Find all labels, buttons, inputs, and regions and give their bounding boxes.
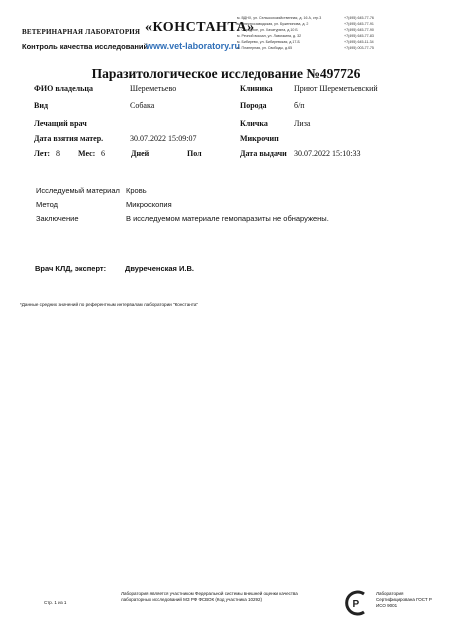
material-label: Исследуемый материал xyxy=(36,186,120,195)
owner-label: ФИО владельца xyxy=(34,84,93,93)
nickname-label: Кличка xyxy=(240,119,268,128)
issue-date-value: 30.07.2022 15:10:33 xyxy=(294,149,361,158)
owner-value: Шереметьево xyxy=(130,84,177,93)
clinic-label: Клиника xyxy=(240,84,273,93)
lab-prefix: ВЕТЕРИНАРНАЯ ЛАБОРАТОРИЯ xyxy=(22,28,141,36)
years-label: Лет: xyxy=(34,149,51,158)
quality-slogan: Контроль качества исследований xyxy=(22,42,149,51)
nickname-value: Лиза xyxy=(294,119,311,128)
signature-name: Двуреченская И.В. xyxy=(125,264,194,273)
method-value: Микроскопия xyxy=(126,200,172,209)
days-label: Дней xyxy=(131,149,150,158)
lab-name: «КОНСТАНТА» xyxy=(145,20,255,35)
breed-label: Порода xyxy=(240,101,267,110)
conclusion-label: Заключение xyxy=(36,214,79,223)
sex-label: Пол xyxy=(187,149,202,158)
phone-line: +7(495) 003-77-75 xyxy=(344,46,374,50)
species-label: Вид xyxy=(34,101,48,110)
months-label: Мес: xyxy=(78,149,96,158)
microchip-label: Микрочип xyxy=(240,134,279,143)
address-line: м. Речной вокзал, ул. Лавочкина, д. 32 xyxy=(237,34,302,38)
phone-line: +7(495) 645-77-76 xyxy=(344,16,374,20)
phone-line: +7(495) 645-11-34 xyxy=(344,40,374,44)
months-value: 6 xyxy=(101,149,105,158)
certification-text: Лаборатория Сертифицирована ГОСТ Р ИСО 9001 xyxy=(376,591,432,609)
report-title: Паразитологическое исследование №497726 xyxy=(91,66,361,81)
address-line: м. Планерная, ул. Свободы, д.65 xyxy=(237,46,293,50)
issue-date-label: Дата выдачи xyxy=(240,149,287,158)
website-link[interactable]: www.vet-laboratory.ru xyxy=(146,41,241,51)
clinic-value: Приют Шереметьевский xyxy=(294,84,378,93)
membership-note: Лаборатория является участником Федеральной системы внешней оценки качества лабораторных исследований МЗ РФ ФСВОК (Код участника 10292) xyxy=(121,591,298,603)
material-value: Кровь xyxy=(126,186,147,195)
phone-line: +7(495) 645-77-83 xyxy=(344,34,374,38)
address-line: м. Бибирево, ул. Бибиревская, д.17-Б xyxy=(237,40,300,44)
signature-label: Врач КЛД, эксперт: xyxy=(35,264,107,273)
address-line: м. ВДНХ, ул. Сельскохозяйственная, д. 16 А, стр.3 xyxy=(237,16,322,20)
phone-line: +7(495) 645-77-91 xyxy=(344,22,374,26)
address-line: м. Отрадное, ул. Хачатуряна, д.10 Б xyxy=(237,28,298,32)
sample-date-value: 30.07.2022 15:09:07 xyxy=(130,134,197,143)
address-line: м. Электрозаводская, ул. Буженинова, д. 2 xyxy=(237,22,309,26)
sample-date-label: Дата взятия матер. xyxy=(34,134,104,143)
certification-logo-icon xyxy=(343,590,373,621)
reference-note: *Данные средних значений по референтным интервалам лаборатории "Константа" xyxy=(20,302,199,307)
method-label: Метод xyxy=(36,200,58,209)
phone-line: +7(495) 645-77-90 xyxy=(344,28,374,32)
breed-value: б/п xyxy=(294,101,305,110)
svg-text:Р: Р xyxy=(352,599,360,610)
species-value: Собака xyxy=(130,101,155,110)
years-value: 8 xyxy=(56,149,60,158)
page-number: Стр. 1 из 1 xyxy=(44,600,67,605)
conclusion-value: В исследуемом материале гемопаразиты не обнаружены. xyxy=(126,214,329,223)
doctor-label: Лечащий врач xyxy=(34,119,87,128)
